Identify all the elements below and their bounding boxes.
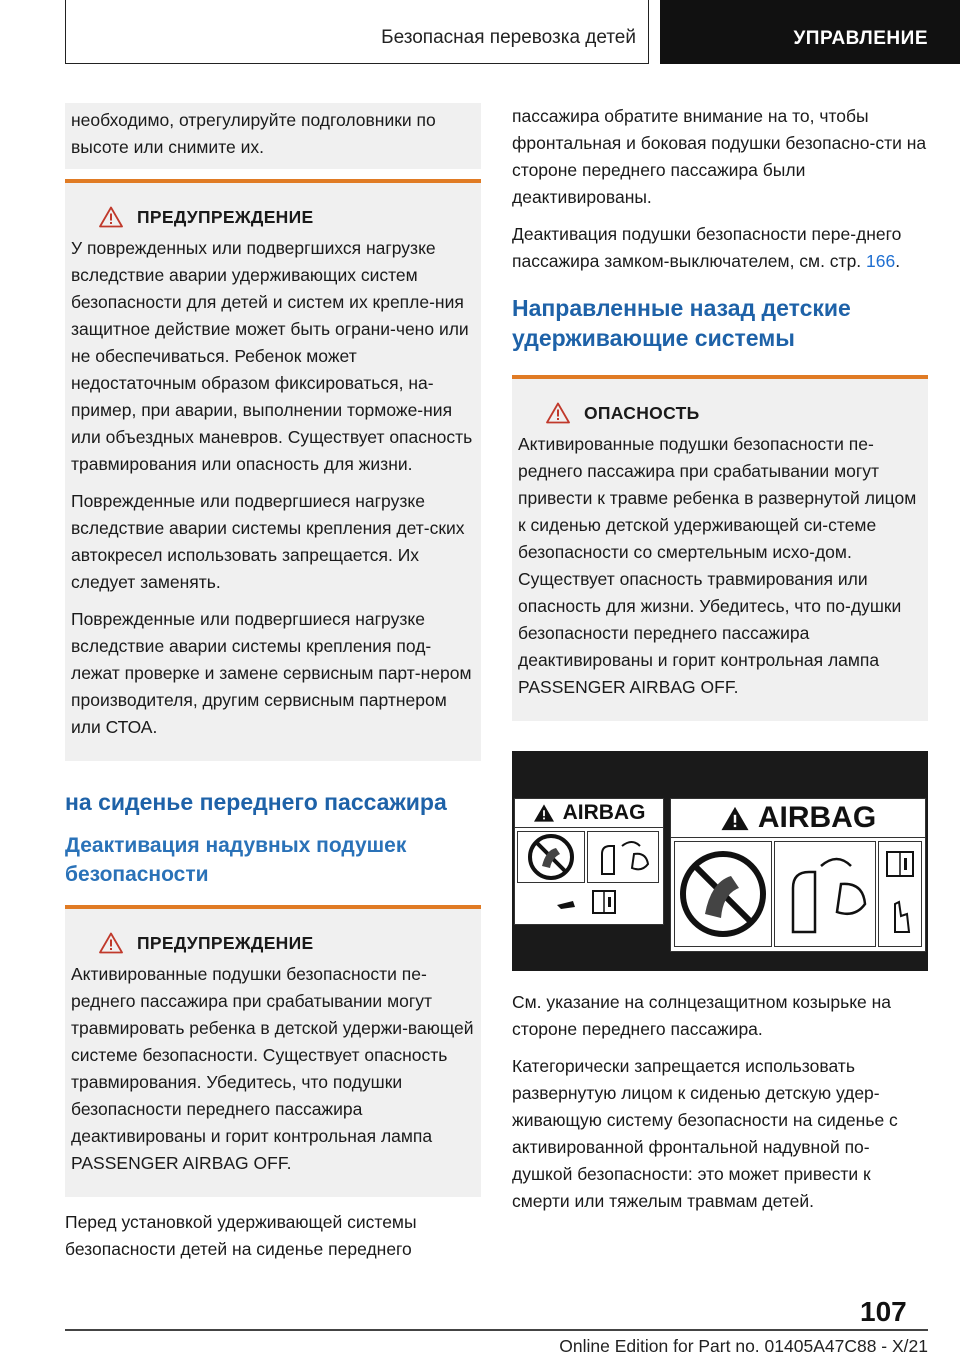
warning-triangle-icon [533,803,555,823]
warning1-paragraph-1: У поврежденных или подвергшихся нагрузке вследствие аварии удерживающих систем безопасности для детей и систем их крепле-ния защитное действие может быть ограни-чено или не обеспечиваться. Ребенок может недостаточным образом фиксироваться, на-пример, при аварии, выполнении торможе-ния или объездных маневров. Существует опасность травмирования или опасность для жизни. [71,238,473,474]
airbag-deploy-cell-small [587,831,659,883]
image-caption: См. указание на солнцезащитном козырьке на стороне переднего пассажира. [512,992,892,1039]
section-heading-right: Направленные назад детские удерживающие системы [512,295,851,351]
warning-triangle-icon [546,402,570,424]
hand-and-manual-icon [879,842,921,946]
right-paragraph-1: пассажира обратите внимание на то, чтобы фронтальная и боковая подушки безопасно-сти на стороне переднего пассажира были деактивированы. [512,106,927,207]
airbag-label-large-title [671,799,925,838]
danger-box [512,375,928,721]
airbag-deploy-icon [775,842,875,946]
footer-edition: Online Edition for Part no. 01405A47C88 - X/21 [559,1336,928,1356]
warning-triangle-icon [99,206,123,228]
warning2-paragraph-1: Активированные подушки безопасности пе-реднего пассажира при срабатывании могут травмировать ребенка в детской удержи-вающей системе безопасности. Существует опасность травмирования. Убедитесь, что подушки безопасности переднего пассажира деактивированы и горит контрольная лампа PASSENGER AIRBAG OFF. [71,964,474,1173]
airbag-small-text: AIRBAG [562,801,646,824]
page-reference-link[interactable]: 166 [866,251,896,271]
right-column [512,103,928,1225]
warning1-paragraph-2: Поврежденные или подвергшиеся нагрузке вследствие аварии системы крепления дет-ских автокресел использовать запрещается. Их следует заменять. [71,491,465,592]
header-subsection-title: Безопасная перевозка детей [381,27,636,48]
no-child-seat-cell-small [517,831,585,883]
airbag-deploy-cell-large [774,841,876,947]
warning-header-1 [99,203,475,231]
warning1-paragraph-3: Поврежденные или подвергшиеся нагрузке вследствие аварии системы крепления под-лежат проверке и замене сервисным парт-нером производителя, другим сервисным партнером или СТОА. [71,609,472,737]
warning-title-2: ПРЕДУПРЕЖДЕНИЕ [137,933,314,953]
header-section-title: УПРАВЛЕНИЕ [793,28,928,49]
warning-box-1 [65,179,481,761]
warning-triangle-icon [720,805,750,832]
airbag-label-small-title [515,799,663,828]
airbag-label-illustration [512,751,928,971]
airbag-label-small [514,798,664,925]
warning-title-1: ПРЕДУПРЕЖДЕНИЕ [137,207,314,227]
intro-box [65,103,481,169]
airbag-label-large [670,798,926,952]
left-column [65,103,481,1273]
page-number: 107 [860,1296,907,1327]
danger-header [546,399,922,427]
right-paragraph-3: Категорически запрещается использовать развернутую лицом к сиденью детскую удер-живающую систему безопасности на сиденье с активированной фронтальной надувной по-душкой безопасности: это может привести к смерти или тяжелым травмам детей. [512,1056,898,1211]
airbag-large-text: AIRBAG [757,801,877,834]
intro-text: необходимо, отрегулируйте подголовники по высоте или снимите их. [71,110,436,157]
header-section-box [660,0,960,64]
right-paragraph-2-end: . [895,251,901,271]
outro-text: Перед установкой удерживающей системы безопасности детей на сиденье переднего [65,1212,417,1259]
warning-header-2 [99,929,475,957]
manual-cell-small [517,885,657,919]
right-paragraph-2 [512,221,928,275]
no-child-seat-cell-large [674,841,772,947]
danger-paragraph: Активированные подушки безопасности пе-реднего пассажира при срабатывании могут привести к травме ребенка в развернутой лицом к сиденью детской удерживающей си-стеме безопасности со смертельным исхо-дом. Существует опасность травмирования или опасность для жизни. Убедитесь, что по-душки безопасности переднего пассажира деактивированы и горит контрольная лампа PASSENGER AIRBAG OFF. [518,434,917,697]
manual-cell-large [878,841,922,947]
footer-divider [65,1329,928,1331]
no-rear-facing-seat-icon [675,842,771,946]
warning-box-2 [65,905,481,1197]
warning-triangle-icon [99,932,123,954]
right-paragraph-2-text: Деактивация подушки безопасности пере-днего пассажира замком-выключателем, см. стр. [512,224,902,271]
section-heading-left: на сиденье переднего пассажира [65,789,447,815]
no-rear-facing-seat-icon [518,832,584,882]
danger-title: ОПАСНОСТЬ [584,403,700,423]
hand-and-manual-icon [517,885,657,919]
subsection-heading-left: Деактивация надувных подушек безопасности [65,834,407,886]
header-subsection-box [65,0,649,64]
airbag-deploy-icon [588,832,658,882]
